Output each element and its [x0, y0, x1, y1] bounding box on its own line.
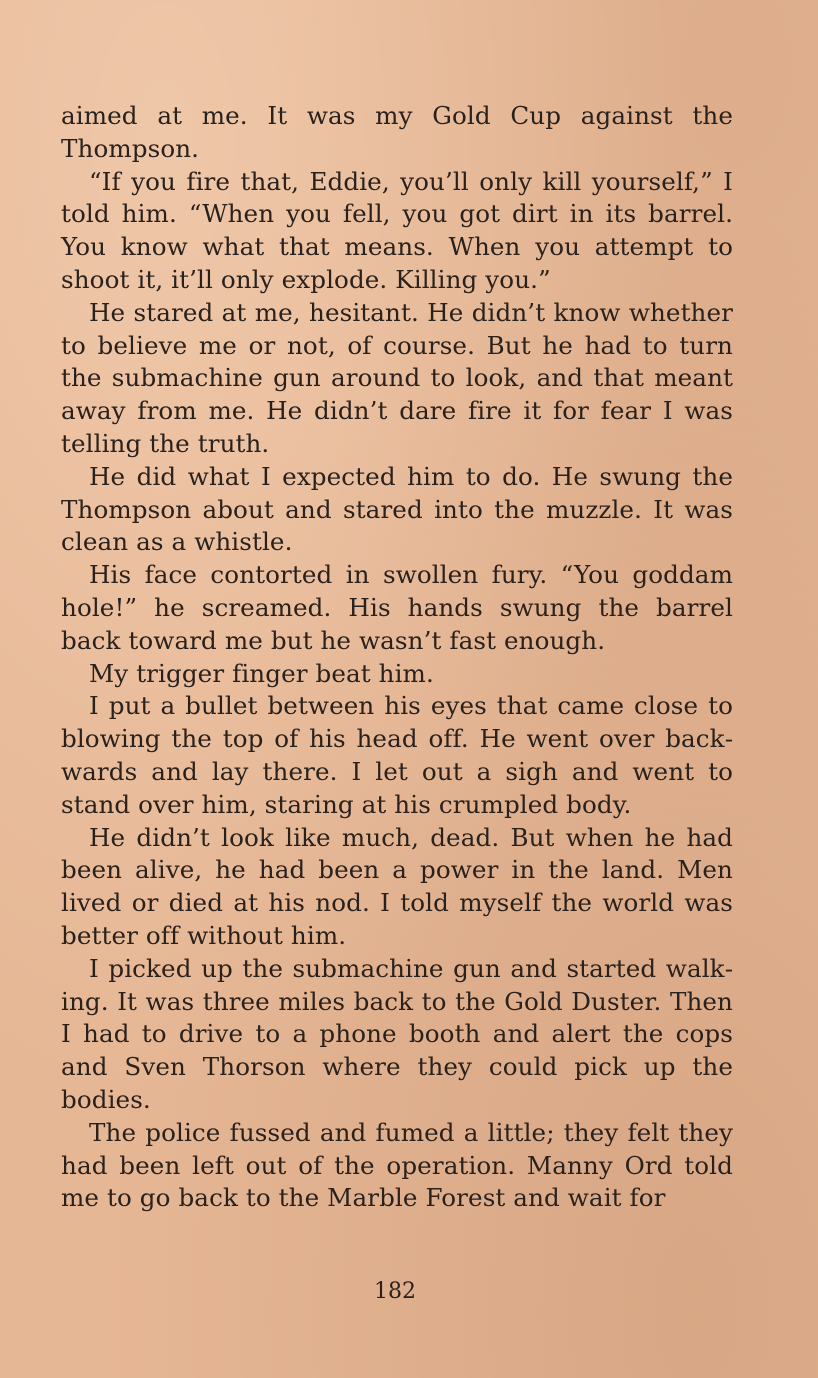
- paragraph-3: He stared at me, hesitant. He didn’t know whether to believe me or not, of course. But he had to turn the submachine gun around to look, and that meant away from me. He didn’t dare fire it for fear I was telling the truth.: [61, 297, 733, 458]
- paragraph-10: The police fussed and fumed a little; they felt they had been left out of the operation. Manny Ord told me to go back to the Marble Forest and wait for: [61, 1117, 733, 1213]
- paragraph-5: His face contorted in swollen fury. “You goddam hole!” he screamed. His hands swung the barrel back toward me but he wasn’t fast enough.: [61, 560, 733, 655]
- paragraph-4: He did what I expected him to do. He swung the Thompson about and stared into the muzzle. It was clean as a whistle.: [61, 461, 733, 557]
- paragraph-6: My trigger finger beat him.: [89, 658, 434, 688]
- page-number: 182: [374, 1279, 416, 1304]
- paragraph-1: aimed at me. It was my Gold Cup against the Thompson.: [61, 101, 733, 163]
- paragraph-9: I picked up the submachine gun and started walking. It was three miles back to the Gold Duster. Then I had to drive to a phone booth and alert the cops and Sven Thorson where they could pick up the bodies.: [61, 953, 733, 1114]
- paragraph-2: “If you fire that, Eddie, you’ll only kill yourself,” I told him. “When you fell, you got dirt in its barrel. You know what that means. When you attempt to shoot it, it’ll only explode. Killing you.”: [61, 166, 733, 294]
- body-text: [61, 100, 733, 1215]
- paragraph-7: I put a bullet between his eyes that came close to blowing the top of his head off. He went over backwards and lay there. I let out a sigh and went to stand over him, staring at his crumpled body.: [61, 691, 733, 819]
- paragraph-8: He didn’t look like much, dead. But when he had been alive, he had been a power in the land. Men lived or died at his nod. I told myself the world was better off without him.: [61, 822, 733, 950]
